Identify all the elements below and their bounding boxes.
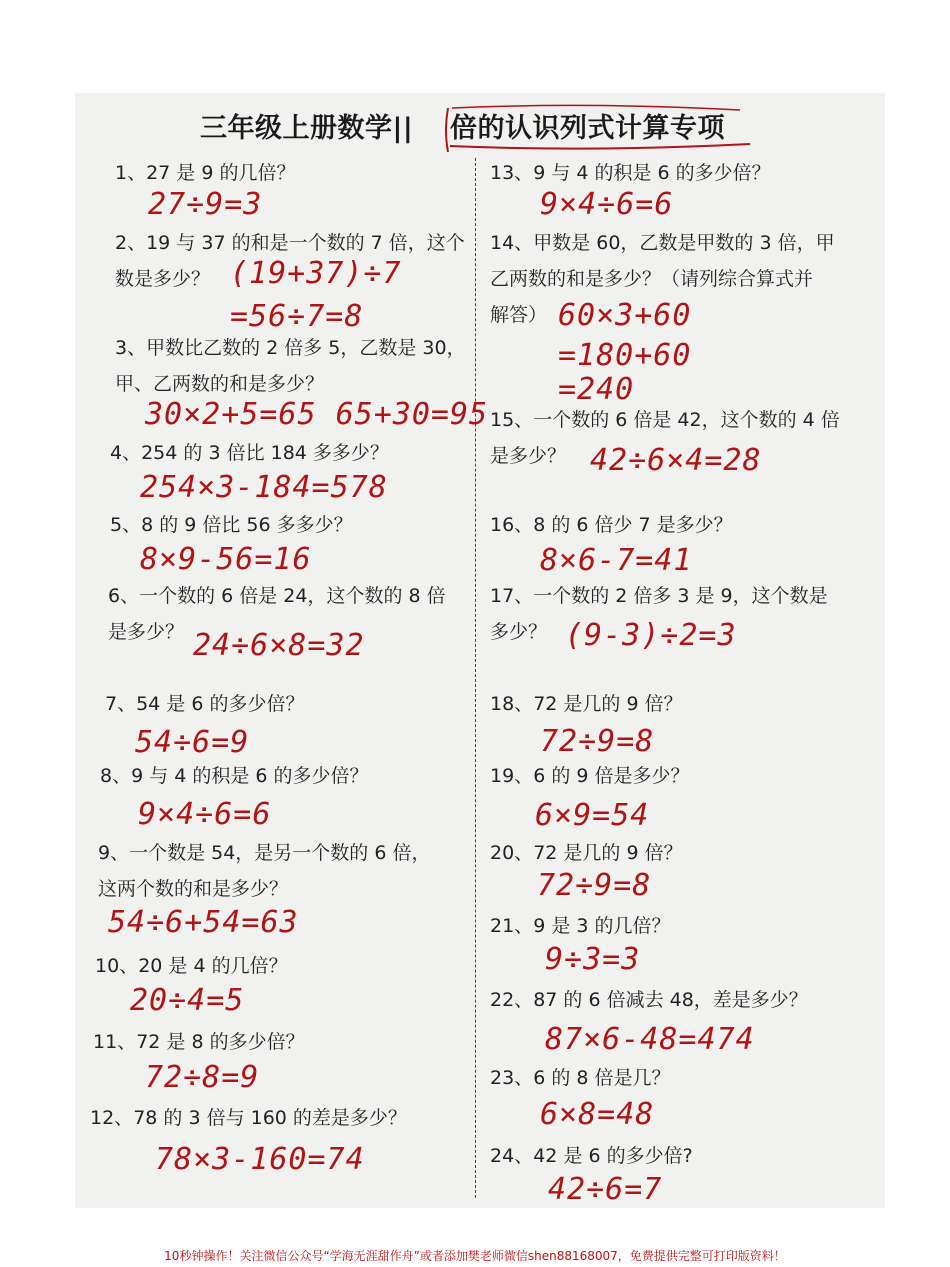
answer-21: 9÷3=3 <box>545 942 641 977</box>
answer-18: 72÷9=8 <box>540 724 655 759</box>
answer-20: 72÷9=8 <box>537 868 652 903</box>
promo-footer: 10秒钟操作！关注微信公众号“学海无涯甜作舟”或者添加樊老师微信shen88168007，免费提供完整可打印版资料！ <box>164 1249 786 1263</box>
question-22: 22、87 的 6 倍减去 48，差是多少？ <box>490 989 808 1011</box>
question-19: 19、6 的 9 倍是多少？ <box>490 765 690 787</box>
answer-14-line3: =240 <box>558 372 635 407</box>
question-8: 8、9 与 4 的积是 6 的多少倍？ <box>100 765 369 787</box>
answer-2-line2: =56÷7=8 <box>230 299 364 334</box>
answer-11: 72÷8=9 <box>145 1060 260 1095</box>
answer-13: 9×4÷6=6 <box>540 187 674 222</box>
answer-17: (9-3)÷2=3 <box>565 618 737 653</box>
question-11: 11、72 是 8 的多少倍？ <box>93 1031 305 1053</box>
column-divider <box>475 158 476 1198</box>
answer-14-line2: =180+60 <box>558 338 692 373</box>
answer-9: 54÷6+54=63 <box>108 905 299 940</box>
answer-22: 87×6-48=474 <box>545 1022 755 1057</box>
answer-24: 42÷6=7 <box>548 1172 663 1207</box>
answer-5: 8×9-56=16 <box>140 542 312 577</box>
question-3: 3、甲数比乙数的 2 倍多 5，乙数是 30， 甲、乙两数的和是多少？ <box>115 337 466 395</box>
question-7: 7、54 是 6 的多少倍？ <box>105 693 305 715</box>
question-1: 1、27 是 9 的几倍？ <box>115 162 296 184</box>
question-13: 13、9 与 4 的积是 6 的多少倍？ <box>490 162 771 184</box>
answer-4: 254×3-184=578 <box>140 470 388 505</box>
question-14: 14、甲数是 60，乙数是甲数的 3 倍，甲 乙两数的和是多少？（请列综合算式并 解答） <box>490 232 835 326</box>
question-9: 9、一个数是 54，是另一个数的 6 倍， 这两个数的和是多少？ <box>98 842 431 900</box>
title-grade: 三年级上册数学|| <box>200 113 414 144</box>
answer-12: 78×3-160=74 <box>155 1142 365 1177</box>
answer-23: 6×8=48 <box>540 1097 655 1132</box>
question-18: 18、72 是几的 9 倍？ <box>490 693 683 715</box>
question-5: 5、8 的 9 倍比 56 多多少？ <box>110 514 353 536</box>
question-6: 6、一个数的 6 倍是 24，这个数的 8 倍 是多少？ <box>108 585 446 643</box>
answer-14-line1: 60×3+60 <box>558 298 692 333</box>
question-17: 17、一个数的 2 倍多 3 是 9，这个数是 多少？ <box>490 585 828 643</box>
answer-7: 54÷6=9 <box>135 725 250 760</box>
question-15: 15、一个数的 6 倍是 42，这个数的 4 倍 是多少？ <box>490 409 840 467</box>
answer-8: 9×4÷6=6 <box>138 797 272 832</box>
answer-19: 6×9=54 <box>535 798 650 833</box>
answer-3: 30×2+5=65 65+30=95 <box>145 397 489 432</box>
question-20: 20、72 是几的 9 倍？ <box>490 842 683 864</box>
title-topic: 倍的认识列式计算专项 <box>450 113 725 144</box>
question-10: 10、20 是 4 的几倍？ <box>95 955 288 977</box>
question-4: 4、254 的 3 倍比 184 多多少？ <box>110 442 389 464</box>
question-23: 23、6 的 8 倍是几？ <box>490 1067 671 1089</box>
answer-16: 8×6-7=41 <box>540 543 693 578</box>
answer-10: 20÷4=5 <box>130 983 245 1018</box>
question-12: 12、78 的 3 倍与 160 的差是多少？ <box>90 1107 407 1129</box>
question-24: 24、42 是 6 的多少倍? <box>490 1145 693 1167</box>
answer-15: 42÷6×4=28 <box>590 443 762 478</box>
question-2: 2、19 与 37 的和是一个数的 7 倍，这个 数是多少？ <box>115 232 465 290</box>
title-underline-mark <box>440 100 760 160</box>
answer-1: 27÷9=3 <box>148 187 263 222</box>
answer-6: 24÷6×8=32 <box>193 628 365 663</box>
question-21: 21、9 是 3 的几倍？ <box>490 915 671 937</box>
question-16: 16、8 的 6 倍少 7 是多少？ <box>490 514 733 536</box>
answer-2-line1: (19+37)÷7 <box>230 256 402 291</box>
